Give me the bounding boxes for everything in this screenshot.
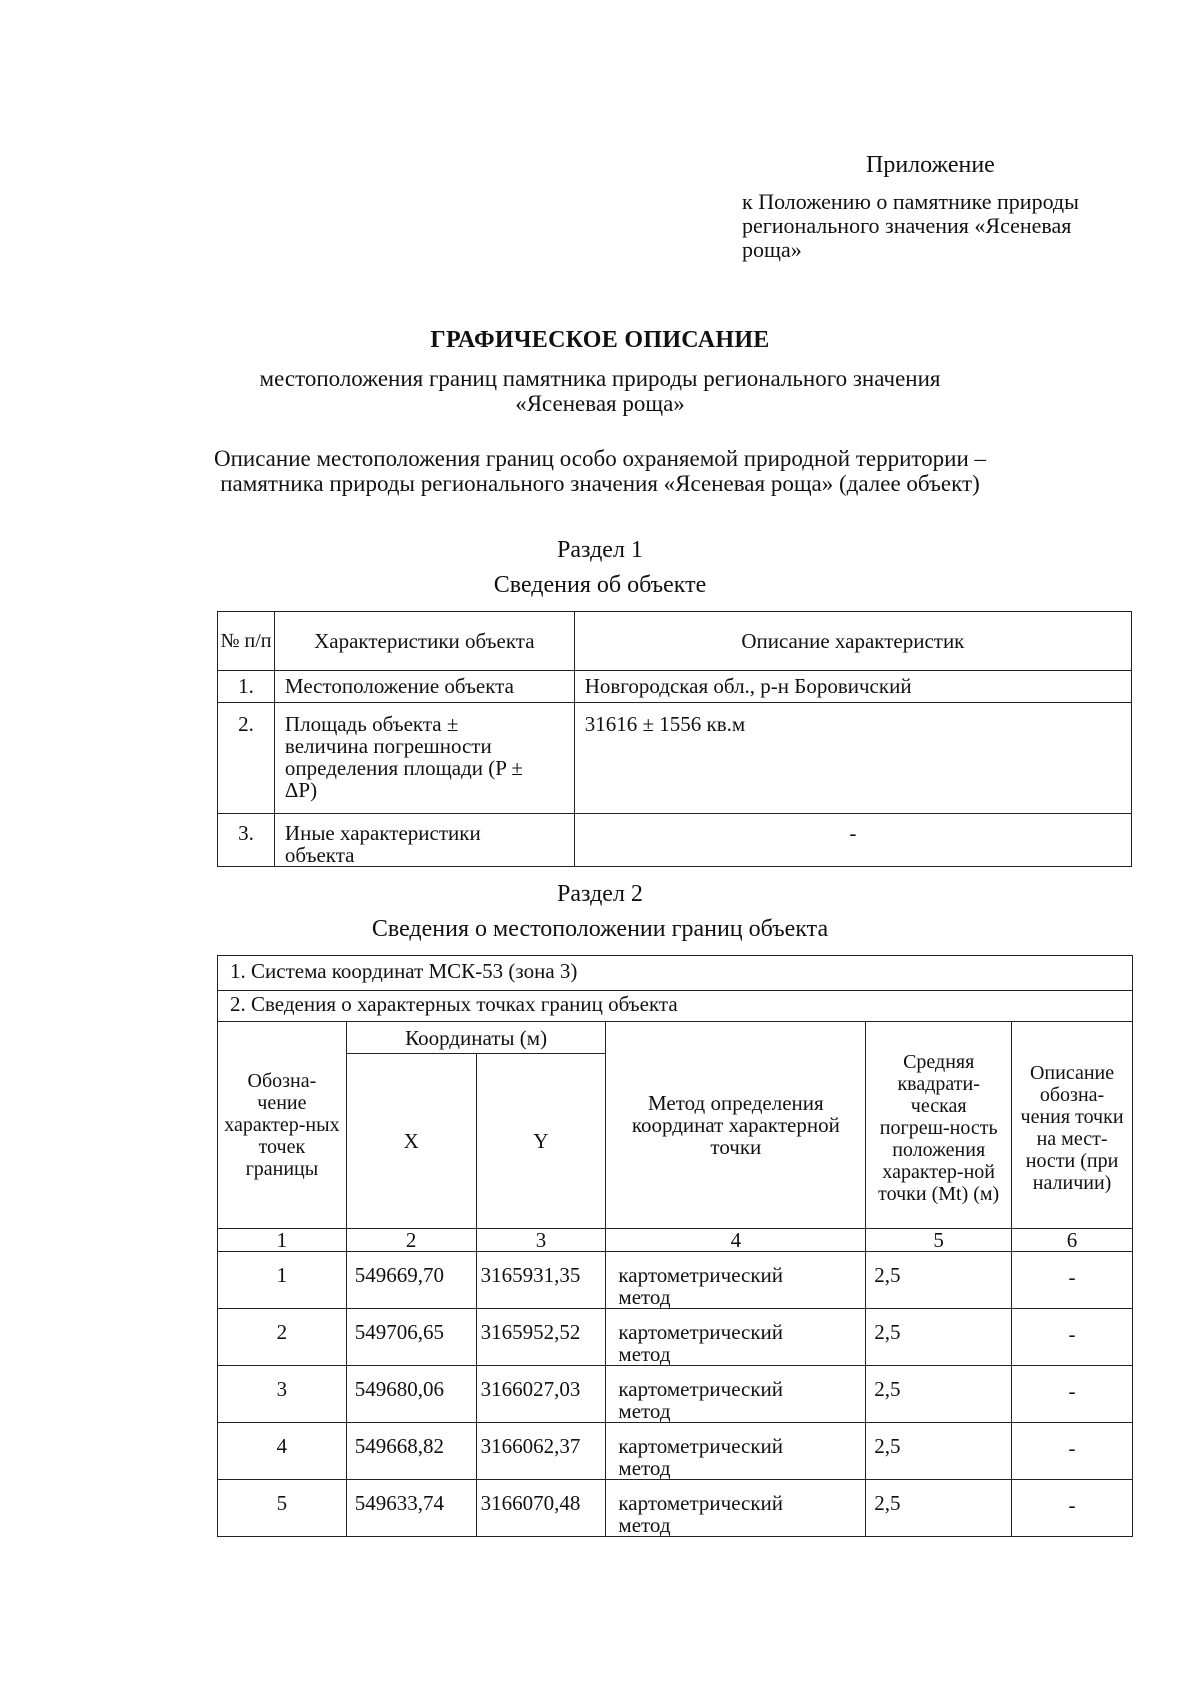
table-row <box>218 1423 1133 1480</box>
section1-label: Раздел 1 <box>557 537 643 563</box>
section1-title: Сведения об объекте <box>493 572 707 598</box>
point-number: 4 <box>218 1423 347 1480</box>
point-error: 2,5 <box>866 1252 1012 1309</box>
point-description: - <box>1012 1480 1133 1537</box>
appendix-subtitle-line: регионального значения «Ясеневая <box>742 213 1072 238</box>
row-description: - <box>574 814 1131 867</box>
document-subtitle-line: «Ясеневая роща» <box>515 391 685 416</box>
document-subtitle <box>0 366 1200 416</box>
header-x: X <box>346 1054 476 1229</box>
col-number: 1 <box>218 1229 347 1252</box>
header-description: Описание характеристик <box>574 612 1131 671</box>
point-number: 2 <box>218 1309 347 1366</box>
row-num: 1. <box>218 671 275 703</box>
table-row <box>218 1480 1133 1537</box>
document-subtitle-line: местоположения границ памятника природы регионального значения <box>259 366 941 391</box>
header-num: № п/п <box>218 612 275 671</box>
section2-title: Сведения о местоположении границ объекта <box>371 916 829 942</box>
header-y: Y <box>476 1054 606 1229</box>
point-method: картометрический метод <box>606 1480 866 1537</box>
table-row <box>218 814 1132 867</box>
header-error: Средняя квадрати-ческая погреш-ность положения характер-ной точки (Mt) (м) <box>866 1022 1012 1229</box>
col-number: 2 <box>346 1229 476 1252</box>
table-row <box>218 671 1132 703</box>
row-characteristic: Местоположение объекта <box>274 671 574 703</box>
point-x: 549680,06 <box>346 1366 476 1423</box>
row-characteristic: Площадь объекта ± величина погрешности определения площади (P ± ΔP) <box>274 703 574 814</box>
point-description: - <box>1012 1252 1133 1309</box>
point-x: 549669,70 <box>346 1252 476 1309</box>
point-y: 3165952,52 <box>476 1309 606 1366</box>
point-y: 3165931,35 <box>476 1252 606 1309</box>
header-coords: Координаты (м) <box>346 1022 606 1054</box>
point-error: 2,5 <box>866 1423 1012 1480</box>
col-number: 5 <box>866 1229 1012 1252</box>
point-y: 3166062,37 <box>476 1423 606 1480</box>
boundary-points-table <box>217 955 1133 1537</box>
table-header-row <box>218 1022 1133 1054</box>
coord-system: 1. Система координат МСК-53 (зона 3) <box>218 956 1133 991</box>
table-row <box>218 1366 1133 1423</box>
coord-system-row <box>218 956 1133 991</box>
document-description-line: Описание местоположения границ особо охраняемой природной территории – <box>213 446 987 471</box>
point-description: - <box>1012 1423 1133 1480</box>
points-title-row <box>218 991 1133 1022</box>
point-description: - <box>1012 1366 1133 1423</box>
row-characteristic: Иные характеристики объекта <box>274 814 574 867</box>
appendix-subtitle-line: роща» <box>742 237 802 262</box>
point-method: картометрический метод <box>606 1423 866 1480</box>
point-method: картометрический метод <box>606 1252 866 1309</box>
document-description <box>0 446 1200 496</box>
point-error: 2,5 <box>866 1480 1012 1537</box>
column-numbers-row <box>218 1229 1133 1252</box>
point-number: 5 <box>218 1480 347 1537</box>
point-y: 3166027,03 <box>476 1366 606 1423</box>
table-row <box>218 1309 1133 1366</box>
point-error: 2,5 <box>866 1309 1012 1366</box>
document-title: ГРАФИЧЕСКОЕ ОПИСАНИЕ <box>430 327 770 353</box>
header-method: Метод определения координат характерной точки <box>606 1022 866 1229</box>
point-method: картометрический метод <box>606 1309 866 1366</box>
section2-label: Раздел 2 <box>557 881 643 907</box>
point-number: 1 <box>218 1252 347 1309</box>
header-characteristic: Характеристики объекта <box>274 612 574 671</box>
row-num: 3. <box>218 814 275 867</box>
document-description-line: памятника природы регионального значения «Ясеневая роща» (далее объект) <box>220 471 980 496</box>
point-description: - <box>1012 1309 1133 1366</box>
header-description: Описание обозна-чения точки на мест-ности (при наличии) <box>1012 1022 1133 1229</box>
row-description: Новгородская обл., р-н Боровичский <box>574 671 1131 703</box>
object-info-table <box>217 611 1132 867</box>
point-number: 3 <box>218 1366 347 1423</box>
table-row <box>218 1252 1133 1309</box>
point-y: 3166070,48 <box>476 1480 606 1537</box>
appendix-subtitle-line: к Положению о памятнике природы <box>742 189 1079 214</box>
appendix-title: Приложение <box>866 152 995 178</box>
header-point: Обозна-чение характер-ных точек границы <box>218 1022 347 1229</box>
col-number: 4 <box>606 1229 866 1252</box>
point-method: картометрический метод <box>606 1366 866 1423</box>
col-number: 3 <box>476 1229 606 1252</box>
point-error: 2,5 <box>866 1366 1012 1423</box>
row-description: 31616 ± 1556 кв.м <box>574 703 1131 814</box>
appendix-subtitle <box>742 190 1142 262</box>
points-title: 2. Сведения о характерных точках границ объекта <box>218 991 1133 1022</box>
table-header-row <box>218 612 1132 671</box>
row-num: 2. <box>218 703 275 814</box>
point-x: 549633,74 <box>346 1480 476 1537</box>
table-row <box>218 703 1132 814</box>
col-number: 6 <box>1012 1229 1133 1252</box>
point-x: 549668,82 <box>346 1423 476 1480</box>
point-x: 549706,65 <box>346 1309 476 1366</box>
